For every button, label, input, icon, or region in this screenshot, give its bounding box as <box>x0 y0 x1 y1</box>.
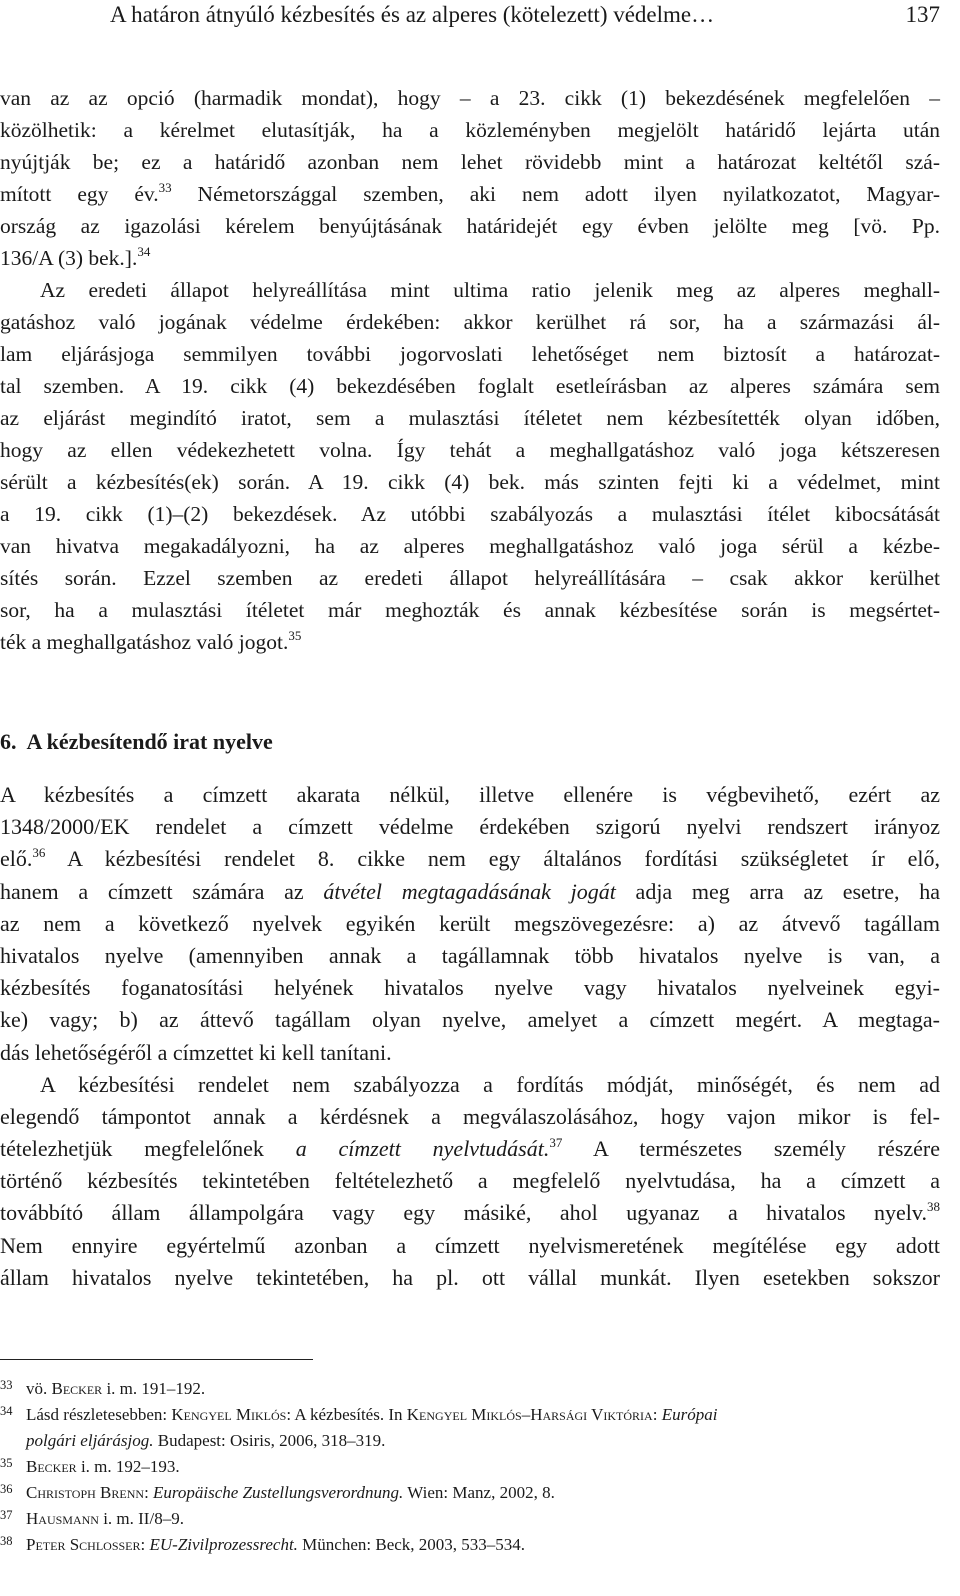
text-line: hogy az ellen védekezhetett volna. Így tehát a meghallgatáshoz való joga kétszeresen <box>0 438 940 462</box>
text-line: a 19. cikk (1)–(2) bekezdések. Az utóbbi szabályozás a mulasztási ítélet kibocsátását <box>0 502 940 526</box>
footnote-37: 37 Hausmann i. m. II/8–9. <box>0 1506 940 1532</box>
text-line: hivatalos nyelve (amennyiben annak a tagállamnak több hivatalos nyelve is van, a <box>0 942 940 968</box>
footnote-number: 36 <box>0 1482 13 1496</box>
footnote-divider <box>0 1359 313 1360</box>
footnote-36: 36 Christoph Brenn: Europäische Zustellungsverordnung. Wien: Manz, 2002, 8. <box>0 1480 940 1506</box>
section-heading <box>0 729 273 755</box>
text-line: elegendő támpontot annak a kérdésnek a megválaszolásához, hogy vajon mikor is fel- <box>0 1103 940 1129</box>
text-line: 136/A (3) bek.].$^{34}$ <box>0 244 151 270</box>
footnote-number: 37 <box>0 1508 13 1522</box>
footnote-ref[interactable]: 36 <box>32 845 46 861</box>
text-line: Nem ennyire egyértelmű azonban a címzett nyelvismeretének megítélése egy adott <box>0 1232 940 1258</box>
footnote-33: 33 vö. Becker i. m. 191–192. <box>0 1376 940 1402</box>
text-line: történő kézbesítés tekintetében feltételezhető a megfelelő nyelvtudása, ha a címzett a <box>0 1168 940 1194</box>
section-number: 6. <box>0 729 17 754</box>
text-line: lam eljárásjoga semmilyen további jogorvoslati lehetőséget nem biztosít a határozat- <box>0 342 940 366</box>
footnote-ref[interactable]: 37 <box>549 1135 563 1151</box>
text-line: mított egy év.$^{33}$ Németországgal szemben, aki nem adott ilyen nyilatkozatot, Magyar- <box>0 180 940 206</box>
body-text-upper <box>0 82 940 658</box>
text-line: közölhetik: a kérelmet elutasítják, ha a közleményben megjelölt határidő lejárta után <box>0 118 940 142</box>
text-line: elő.$^{36}$ A kézbesítési rendelet 8. cikke nem egy általános fordítási szükségletet ír elő, <box>0 845 940 872</box>
text-line: kézbesítés foganatosítási helyének hivatalos nyelve vagy hivatalos nyelveinek egyi- <box>0 975 940 1001</box>
footnote-38: 38 Peter Schlosser: EU-Zivilprozessrecht. München: Beck, 2003, 533–534. <box>0 1532 940 1558</box>
footnote-35: 35 Becker i. m. 192–193. <box>0 1454 940 1480</box>
running-header <box>0 0 940 34</box>
text-line: A kézbesítés a címzett akarata nélkül, illetve ellenére is végbevihető, ezért az <box>0 782 940 807</box>
text-line: állam hivatalos nyelve tekintetében, ha pl. ott vállal munkát. Ilyen esetekben sokszor <box>0 1264 940 1290</box>
text-line: sor, ha a mulasztási ítéletet már meghozták és annak kézbesítése során is megsértet- <box>0 598 940 622</box>
text-line: sérült a kézbesítés(ek) során. A 19. cikk (4) bek. más szinten fejti ki a védelmet, mint <box>0 470 940 494</box>
text-line: az nem a következő nyelvek egyikén került megszövegezésre: a) az átvevő tagállam <box>0 910 940 936</box>
text-line: 1348/2000/EK rendelet a címzett védelme érdekében szigorú nyelvi rendszert irányoz <box>0 814 940 840</box>
text-line: nyújtják be; ez a határidő azonban nem lehet rövidebb mint a határozat keltétől szá- <box>0 150 940 174</box>
text-line: továbbító állam állampolgára vagy egy másiké, ahol ugyanaz a hivatalos nyelv.$^{38}$ <box>0 1199 940 1226</box>
text-line: van az az opció (harmadik mondat), hogy – a 23. cikk (1) bekezdésének megfelelően – <box>0 86 940 110</box>
page-number: 137 <box>905 2 940 27</box>
text-line: Az eredeti állapot helyreállítása mint ultima ratio jelenik meg az alperes meghall- <box>40 278 940 302</box>
text-line: hanem a címzett számára az átvétel megtagadásának jogát adja meg arra az esetre, ha <box>0 878 941 904</box>
footnote-ref[interactable]: 33 <box>158 180 172 195</box>
text-line: van hivatva megakadályozni, ha az alperes meghallgatáshoz való joga sérül a kézbe- <box>0 534 940 558</box>
text-line: A kézbesítési rendelet nem szabályozza a fordítás módját, minőségét, és nem ad <box>40 1071 940 1097</box>
footnote-number: 38 <box>0 1534 13 1548</box>
footnote-number: 35 <box>0 1456 13 1470</box>
footnotes <box>0 1376 940 1558</box>
text-line: sítés során. Ezzel szemben az eredeti állapot helyreállítására – csak akkor kerülhet <box>0 566 940 590</box>
footnote-ref[interactable]: 38 <box>927 1199 940 1215</box>
text-line: ország az igazolási kérelem benyújtásának határidejét egy évben jelölte meg [vö. Pp. <box>0 214 940 238</box>
text-line: tételezhetjük megfelelőnek a címzett nyelvtudását.$^{37}$ A természetes személy részére <box>0 1135 941 1162</box>
text-line: az eljárást megindító iratot, sem a mulasztási ítéletet nem kézbesítették olyan időben, <box>0 406 940 430</box>
footnote-ref[interactable]: 34 <box>137 244 151 259</box>
footnote-number: 33 <box>0 1378 13 1392</box>
footnote-number: 34 <box>0 1404 13 1418</box>
text-line: ték a meghallgatáshoz való jogot.$^{35}$ <box>0 628 302 654</box>
text-line: ke) vagy; b) az áttevő tagállam olyan nyelve, amelyet a címzett megért. A megtaga- <box>0 1007 940 1033</box>
text-line: tal szemben. A 19. cikk (4) bekezdésében foglalt esetleírásban az alperes számára sem <box>0 374 940 398</box>
text-line: dás lehetőségéről a címzettet ki kell tanítani. <box>0 1039 392 1065</box>
footnote-ref[interactable]: 35 <box>288 628 302 643</box>
section-title: A kézbesítendő irat nyelve <box>26 729 273 754</box>
footnote-34: 34 Lásd részletesebben: Kengyel Miklós: A kézbesítés. In Kengyel Miklós–Harsági Viktória: Európai polgári eljárásjog. Budapest: Osiris, 2006, 318–319. <box>0 1402 940 1454</box>
running-title: A határon átnyúló kézbesítés és az alperes (kötelezett) védelme… <box>110 2 715 27</box>
body-text-lower <box>0 779 940 1294</box>
text-line: gatáshoz való jogának védelme érdekében: akkor kerülhet rá sor, ha a származási ál- <box>0 310 940 334</box>
